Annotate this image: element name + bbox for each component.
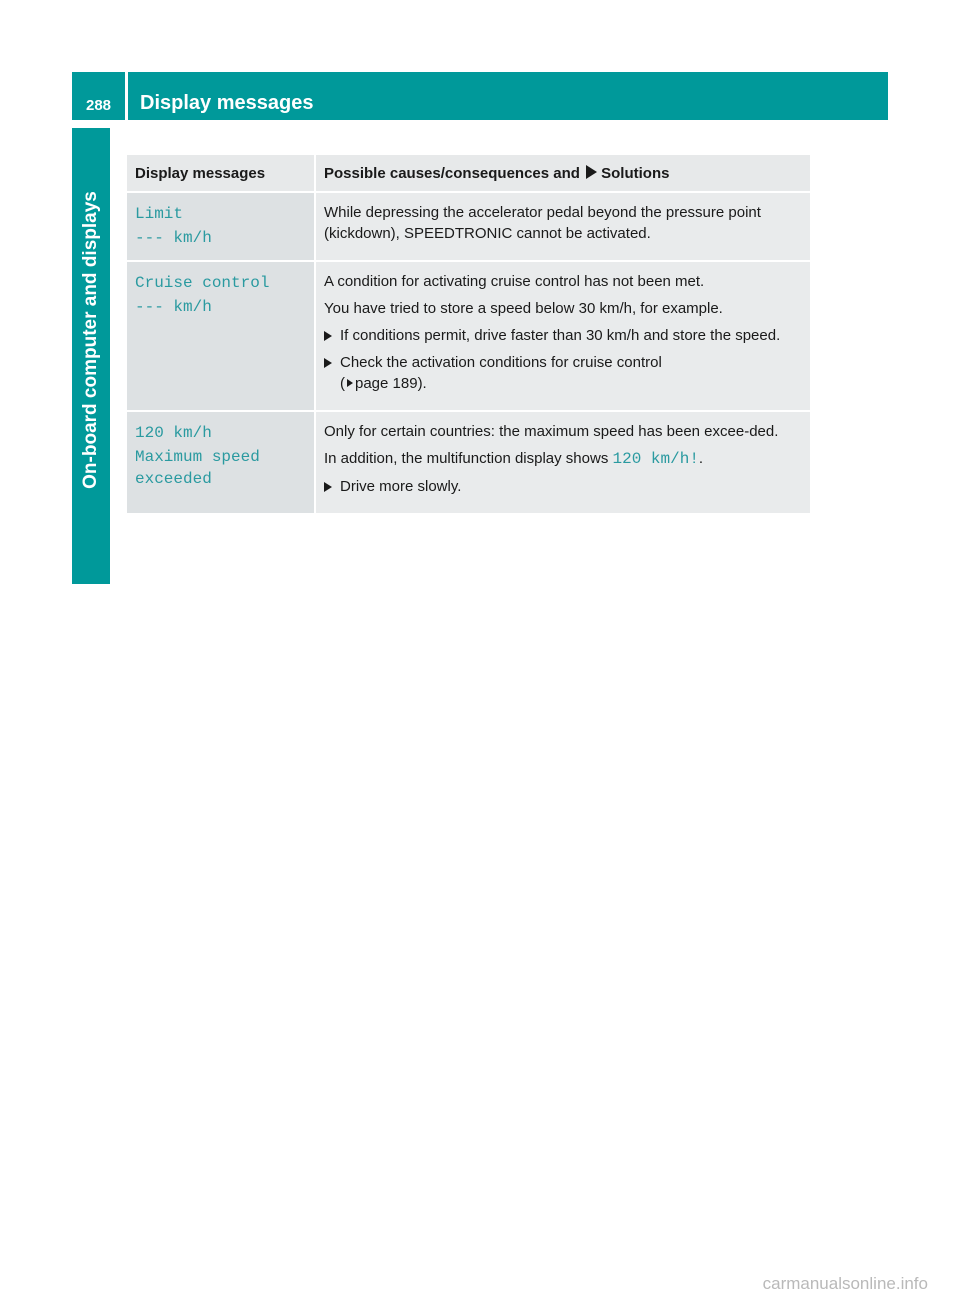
arrow-right-icon [586, 165, 597, 179]
message-line: Limit [135, 205, 184, 223]
solution-step-text: Check the activation conditions for cruise control [340, 354, 662, 371]
cause-text-post: . [698, 450, 704, 467]
cause-text: While depressing the accelerator pedal beyond the pressure point (kickdown), SPEEDTRONIC cannot be activated. [324, 204, 761, 242]
table-header-row [127, 155, 810, 193]
cause-text [324, 448, 802, 470]
display-code: 120 km/h! [612, 450, 699, 468]
solution-cell [316, 412, 810, 515]
solution-cell [316, 262, 810, 412]
arrow-right-icon [324, 331, 332, 341]
message-cell [127, 262, 316, 412]
message-cell [127, 412, 316, 515]
message-line: 120 km/h [135, 424, 212, 442]
cause-text: You have tried to store a speed below 30 km/h, for example. [324, 300, 723, 317]
solution-cell [316, 193, 810, 262]
arrow-right-icon [324, 482, 332, 492]
page-title: Display messages [128, 72, 888, 120]
cause-text: Only for certain countries: the maximum speed has been excee-ded. [324, 423, 779, 440]
side-tab-label-wrap [72, 140, 110, 540]
table-row [127, 262, 810, 412]
solution-step [324, 476, 802, 497]
cause-text-pre: In addition, the multifunction display shows [324, 450, 609, 467]
col-header-post: Solutions [601, 164, 670, 182]
page-ref-link[interactable]: page 189). [355, 375, 427, 392]
message-line: --- km/h [135, 298, 212, 316]
message-line: Cruise control [135, 274, 270, 292]
message-line: --- km/h [135, 229, 212, 247]
page-reference-icon [347, 379, 353, 387]
message-line: Maximum speed [135, 448, 260, 466]
message-cell [127, 193, 316, 262]
solution-step-text: If conditions permit, drive faster than 30 km/h and store the speed. [340, 327, 781, 344]
col-header-solutions [316, 155, 810, 193]
arrow-right-icon [324, 358, 332, 368]
col-header-messages: Display messages [127, 155, 316, 193]
table-row [127, 193, 810, 262]
message-line: exceeded [135, 470, 212, 488]
cause-text: A condition for activating cruise control has not been met. [324, 273, 705, 290]
page-ref-open: ( [340, 375, 345, 392]
table-row [127, 412, 810, 515]
solution-step [324, 352, 802, 394]
solution-step [324, 325, 802, 346]
side-tab-label: On-board computer and displays [80, 191, 101, 489]
page-number: 288 [72, 72, 125, 120]
watermark: carmanualsonline.info [762, 1274, 928, 1293]
display-messages-table [127, 155, 810, 515]
solution-step-text: Drive more slowly. [340, 478, 462, 495]
col-header-pre: Possible causes/consequences and [324, 164, 580, 182]
